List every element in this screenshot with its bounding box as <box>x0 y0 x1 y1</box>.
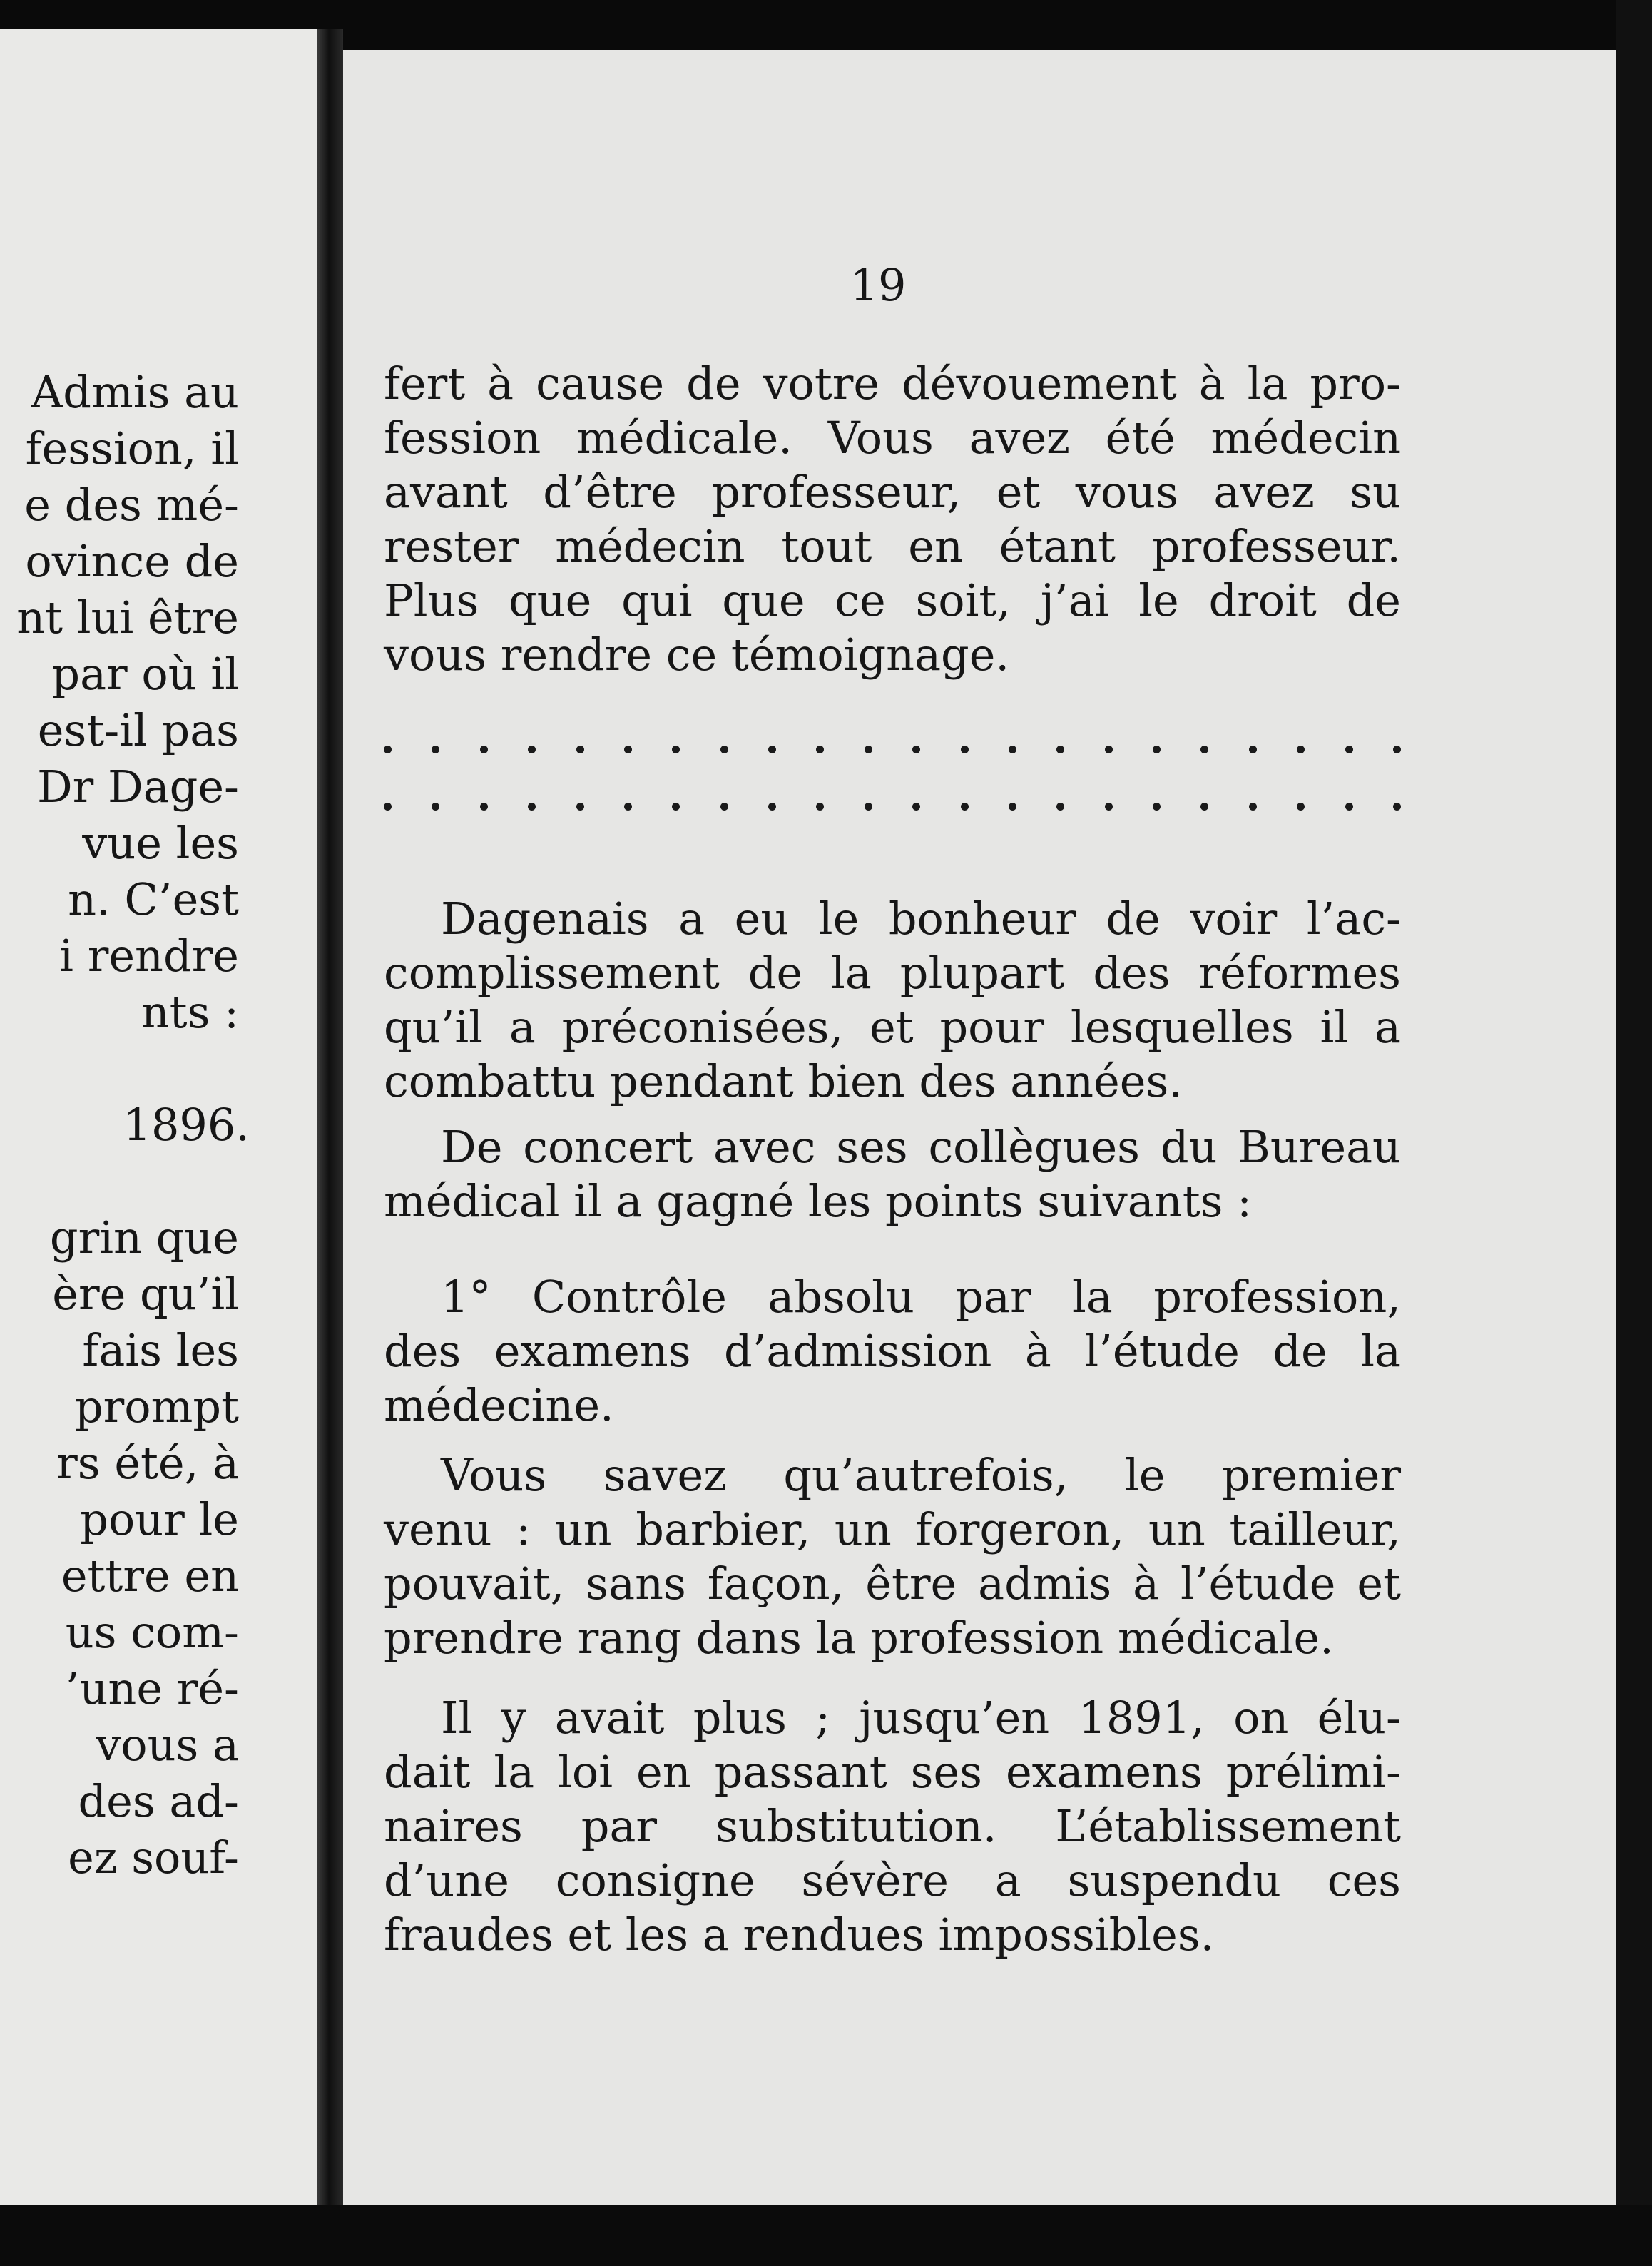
text-line: rester médecin tout en étant professeur. <box>384 520 1401 572</box>
dot <box>768 746 776 753</box>
main-page <box>343 50 1616 2226</box>
left-page-line: des ad- <box>78 1775 239 1827</box>
left-page-line: ettre en <box>61 1550 239 1602</box>
dot <box>480 803 488 811</box>
dot <box>816 803 824 811</box>
ellipsis-row-2 <box>384 785 1401 828</box>
dot <box>1297 803 1305 811</box>
text-line: De concert avec ses collègues du Bureau <box>441 1121 1401 1173</box>
dot <box>961 746 969 753</box>
text-line: fraudes et les a rendues impossibles. <box>384 1909 1215 1961</box>
left-page-line: n. C’est <box>68 873 239 925</box>
text-line: venu : un barbier, un forgeron, un tailleur, <box>384 1503 1401 1555</box>
dot <box>528 803 536 811</box>
left-page-line: e des mé- <box>24 479 239 531</box>
left-page-line: fais les <box>82 1324 239 1376</box>
text-line: combattu pendant bien des années. <box>384 1055 1183 1107</box>
text-line: 1° Contrôle absolu par la profession, <box>441 1271 1401 1323</box>
dot <box>865 746 872 753</box>
dot <box>961 803 969 811</box>
dot <box>816 746 824 753</box>
text-line: prendre rang dans la profession médicale. <box>384 1612 1334 1664</box>
dot <box>672 803 680 811</box>
text-line: pouvait, sans façon, être admis à l’étude et <box>384 1558 1401 1610</box>
text-line: Vous savez qu’autrefois, le premier <box>441 1449 1401 1501</box>
left-page-line: Dr Dage- <box>36 761 239 813</box>
text-line: fession médicale. Vous avez été médecin <box>384 412 1401 464</box>
dot <box>1345 746 1353 753</box>
text-line: des examens d’admission à l’étude de la <box>384 1325 1401 1377</box>
left-page-line: ère qu’il <box>52 1268 239 1320</box>
text-line: fert à cause de votre dévouement à la pro- <box>384 357 1401 410</box>
left-page-line: i rendre <box>59 930 239 982</box>
dot <box>720 746 728 753</box>
dot <box>1393 803 1401 811</box>
left-page-line: vue les <box>82 817 239 869</box>
left-page-line: 1896. <box>123 1099 250 1151</box>
text-line: d’une consigne sévère a suspendu ces <box>384 1854 1401 1906</box>
dot <box>528 746 536 753</box>
dot <box>1056 746 1064 753</box>
left-page-line: vous a <box>96 1719 239 1771</box>
text-line: naires par substitution. L’établissement <box>384 1800 1401 1852</box>
dot <box>576 803 584 811</box>
ellipsis-row-1 <box>384 728 1401 771</box>
paragraph-4 <box>384 1270 1401 1433</box>
text-line: Plus que qui que ce soit, j’ai le droit de <box>384 574 1401 626</box>
left-page-line: ’une ré- <box>65 1662 239 1714</box>
left-page-line: pour le <box>80 1493 239 1545</box>
dot <box>1297 746 1305 753</box>
dot <box>384 746 392 753</box>
left-page-line: Admis au <box>31 366 239 418</box>
dot <box>1249 803 1257 811</box>
text-line: qu’il a préconisées, et pour lesquelles il a <box>384 1001 1401 1053</box>
dot <box>720 803 728 811</box>
dot <box>1200 746 1208 753</box>
dot <box>480 746 488 753</box>
paragraph-3 <box>384 1120 1401 1229</box>
dot <box>912 746 920 753</box>
paragraph-2 <box>384 892 1401 1109</box>
paragraph-6 <box>384 1691 1401 1962</box>
dot <box>576 746 584 753</box>
dot <box>624 803 632 811</box>
dot <box>1249 746 1257 753</box>
text-line: Il y avait plus ; jusqu’en 1891, on élu- <box>441 1692 1401 1744</box>
dot <box>1105 746 1113 753</box>
left-page-line: nts : <box>141 986 239 1038</box>
dot <box>1105 803 1113 811</box>
dot <box>1009 746 1016 753</box>
dot <box>768 803 776 811</box>
dot <box>1345 803 1353 811</box>
paragraph-5 <box>384 1448 1401 1665</box>
left-page-line: fession, il <box>25 422 239 474</box>
left-page-line: ovince de <box>25 535 239 587</box>
dot <box>1009 803 1016 811</box>
text-line: avant d’être professeur, et vous avez su <box>384 466 1401 518</box>
left-page-line: rs été, à <box>56 1437 239 1489</box>
left-page-line: est-il pas <box>37 704 239 756</box>
page-gutter <box>317 29 343 2205</box>
dot <box>672 746 680 753</box>
dot <box>1153 746 1161 753</box>
dot <box>624 746 632 753</box>
left-page-line: par où il <box>51 648 239 700</box>
dot <box>1056 803 1064 811</box>
dot <box>1153 803 1161 811</box>
left-page-fragment <box>0 29 317 2205</box>
dot <box>432 746 439 753</box>
left-page-line: prompt <box>74 1381 239 1433</box>
dot <box>1200 803 1208 811</box>
page-number: 19 <box>850 259 907 311</box>
dot <box>1393 746 1401 753</box>
text-line: médical il a gagné les points suivants : <box>384 1175 1253 1227</box>
text-line: médecine. <box>384 1379 614 1431</box>
scan-right-edge <box>1616 0 1652 2266</box>
dot <box>384 803 392 811</box>
left-page-line: nt lui être <box>16 591 239 644</box>
scan-bottom-edge <box>0 2205 1652 2266</box>
dot <box>865 803 872 811</box>
left-page-line: us com- <box>65 1606 239 1658</box>
text-line: Dagenais a eu le bonheur de voir l’ac- <box>441 893 1401 945</box>
left-page-line: grin que <box>49 1211 239 1264</box>
text-line: vous rendre ce témoignage. <box>384 629 1010 681</box>
paragraph-1 <box>384 357 1401 682</box>
text-line: complissement de la plupart des réformes <box>384 947 1401 999</box>
dot <box>912 803 920 811</box>
text-line: dait la loi en passant ses examens prélimi- <box>384 1746 1401 1798</box>
dot <box>432 803 439 811</box>
left-page-line: ez souf- <box>68 1831 239 1884</box>
